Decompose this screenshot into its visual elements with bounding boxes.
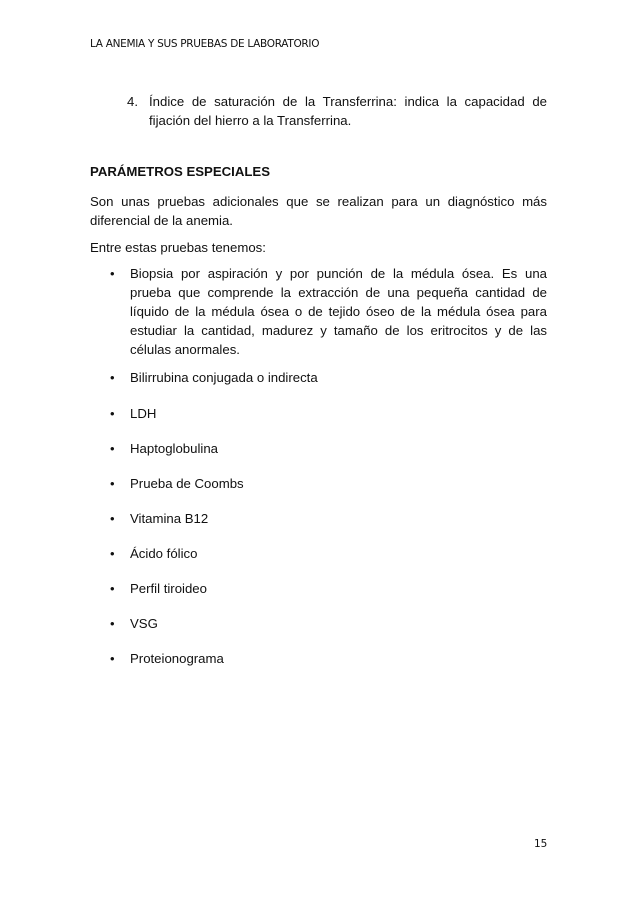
bullet-text: Ácido fólico	[130, 546, 198, 561]
bullet-item	[110, 579, 547, 598]
bullet-item	[110, 649, 547, 668]
bullet-icon: •	[110, 616, 115, 631]
bullet-item	[110, 368, 547, 387]
bullet-icon: •	[110, 370, 115, 385]
bullet-item	[110, 439, 547, 458]
bullet-icon: •	[110, 441, 115, 456]
bullet-text: Perfil tiroideo	[130, 581, 207, 596]
running-header: LA ANEMIA Y SUS PRUEBAS DE LABORATORIO	[90, 38, 320, 50]
bullet-text: Bilirrubina conjugada o indirecta	[130, 370, 318, 385]
bullet-text: Vitamina B12	[130, 511, 209, 526]
bullet-item	[110, 509, 547, 528]
bullet-item	[110, 404, 547, 423]
section-heading: PARÁMETROS ESPECIALES	[90, 164, 271, 179]
bullet-item	[110, 614, 547, 633]
list-item-text: Índice de saturación de la Transferrina: indica la capacidad de fijación del hierro a la Transferrina.	[149, 94, 547, 128]
bullet-icon: •	[110, 651, 115, 666]
bullet-icon: •	[110, 266, 115, 281]
bullet-item	[110, 544, 547, 563]
page-number: 15	[534, 838, 548, 850]
intro-paragraph: Son unas pruebas adicionales que se realizan para un diagnóstico más diferencial de la anemia.	[90, 194, 547, 228]
lead-paragraph: Entre estas pruebas tenemos:	[90, 240, 266, 255]
list-number: 4.	[127, 94, 138, 109]
bullet-icon: •	[110, 406, 115, 421]
bullet-text: Prueba de Coombs	[130, 476, 244, 491]
bullet-text: LDH	[130, 406, 157, 421]
bullet-icon: •	[110, 511, 115, 526]
bullet-icon: •	[110, 581, 115, 596]
bullet-icon: •	[110, 476, 115, 491]
bullet-icon: •	[110, 546, 115, 561]
bullet-text: Proteionograma	[130, 651, 224, 666]
bullet-text: Haptoglobulina	[130, 441, 218, 456]
bullet-text: VSG	[130, 616, 158, 631]
bullet-item	[110, 474, 547, 493]
bullet-item	[110, 264, 547, 359]
bullet-text: Biopsia por aspiración y por punción de la médula ósea. Es una prueba que comprende la extracción de una pequeña cantidad de líquido de la médula ósea o de tejido óseo de la médula ósea para estudiar la cantidad, madurez y tamaño de los eritrocitos y de las células anormales.	[130, 266, 547, 357]
